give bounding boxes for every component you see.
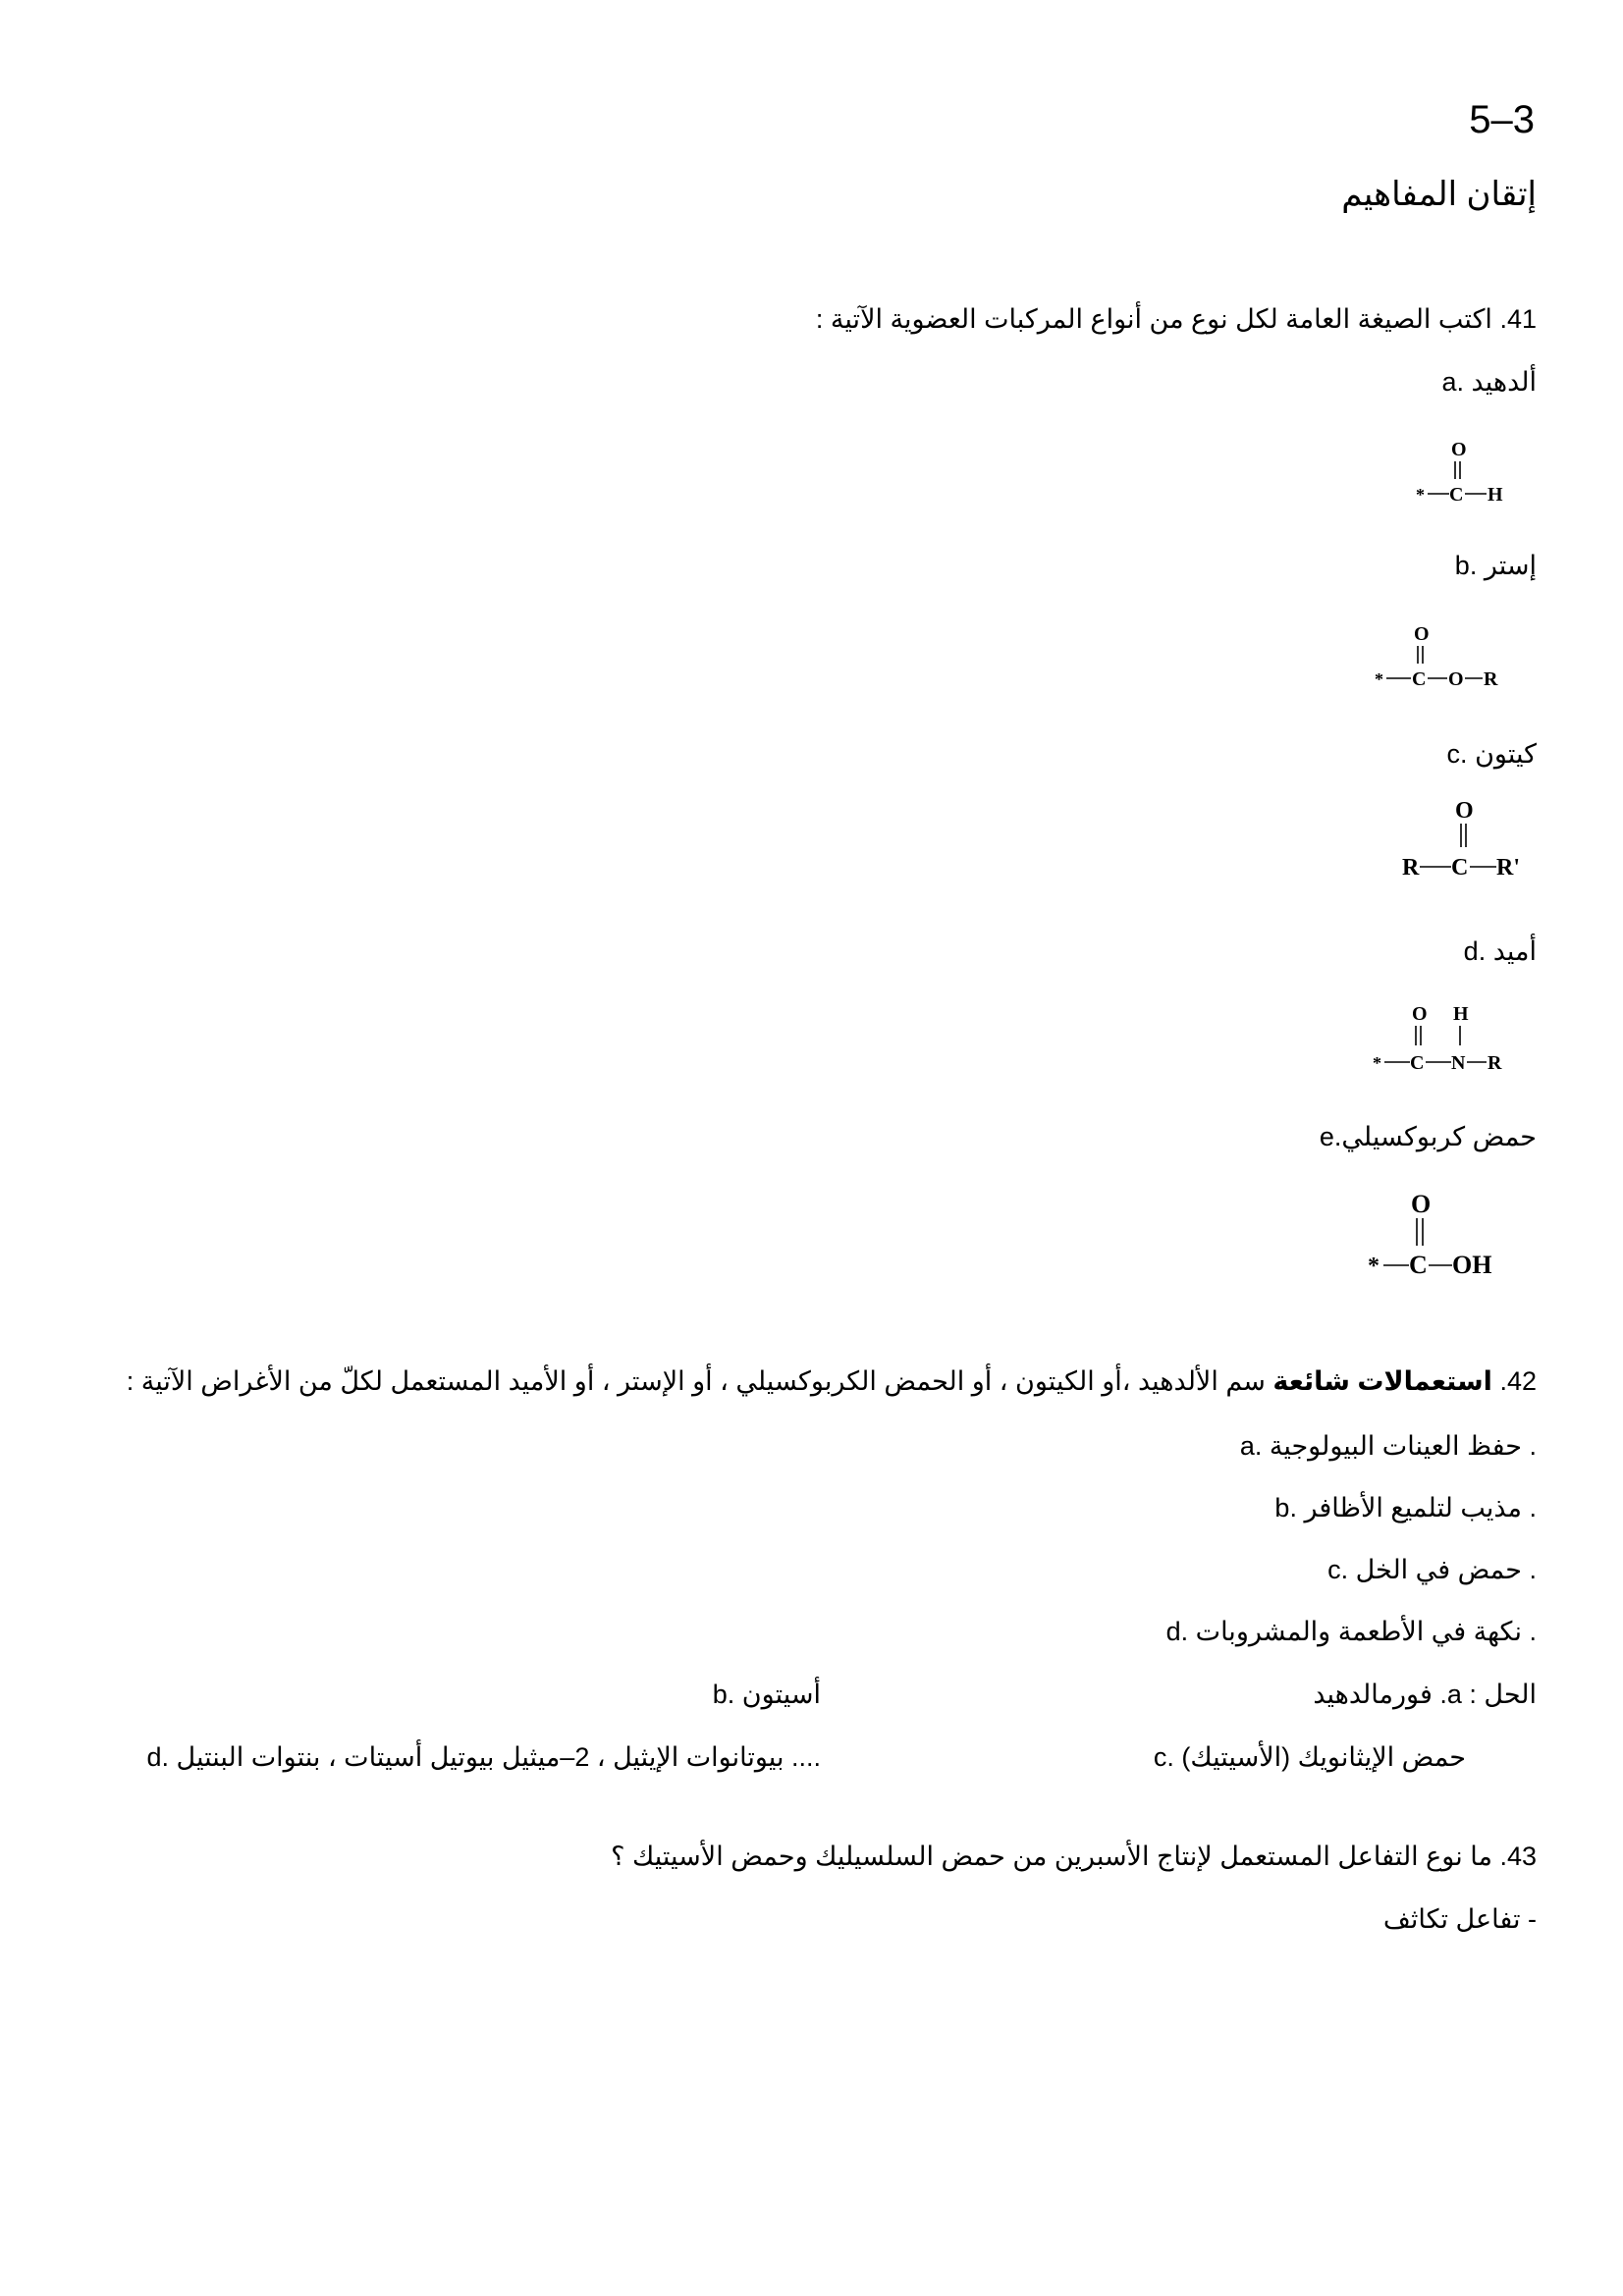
q42-solution-c: c. حمض الإيثانويك (الأسيتيك) bbox=[1153, 1742, 1466, 1772]
aldehyde-h: H bbox=[1488, 484, 1503, 506]
ester-o: O bbox=[1414, 623, 1430, 645]
q42-rest: سم الألدهيد ،أو الكيتون ، أو الحمض الكربوكسيلي ، أو الإستر ، أو الأميد المستعمل لكلّ من الأغراض الآتية : bbox=[126, 1366, 1273, 1396]
amide-n: N bbox=[1451, 1052, 1466, 1074]
ester-star: * bbox=[1375, 669, 1383, 689]
amide-structure bbox=[1365, 996, 1542, 1095]
q41-item-c: c. كيتون bbox=[1446, 739, 1537, 769]
acid-c: C bbox=[1409, 1251, 1428, 1279]
ester-r: R bbox=[1484, 668, 1498, 690]
q42-item-d: d. نكهة في الأطعمة والمشروبات . bbox=[1165, 1617, 1537, 1646]
q42-solution-a: الحل : a. فورمالدهيد bbox=[1313, 1680, 1537, 1709]
ester-c: C bbox=[1412, 668, 1427, 690]
amide-r: R bbox=[1488, 1052, 1502, 1074]
q42-number: 42. bbox=[1499, 1366, 1537, 1396]
q42-solution-b: b. أسيتون bbox=[712, 1680, 821, 1709]
aldehyde-o: O bbox=[1451, 439, 1467, 460]
amide-o: O bbox=[1412, 1003, 1428, 1025]
q42-item-b: b. مذيب لتلميع الأظافر . bbox=[1274, 1493, 1537, 1522]
acid-o: O bbox=[1411, 1190, 1432, 1218]
ketone-r: R bbox=[1402, 855, 1420, 881]
amide-star: * bbox=[1373, 1053, 1381, 1073]
acid-oh: OH bbox=[1452, 1251, 1492, 1279]
section-number: 5–3 bbox=[1469, 98, 1535, 141]
q42-solution-d: d. بيوتانوات الإيثيل ، 2–ميثيل بيوتيل أسيتات ، بنتوات البنتيل .... bbox=[146, 1742, 821, 1772]
ester-structure bbox=[1365, 616, 1542, 700]
ketone-r-prime: R' bbox=[1496, 855, 1520, 881]
amide-c: C bbox=[1410, 1052, 1425, 1074]
q43-prompt: 43. ما نوع التفاعل المستعمل لإنتاج الأسبرين من حمض السلسيليك وحمض الأسيتيك ؟ bbox=[611, 1842, 1537, 1871]
q41-item-a: a. ألدهيد bbox=[1441, 367, 1537, 397]
q42-item-c: c. حمض في الخل . bbox=[1327, 1555, 1537, 1584]
ketone-c: C bbox=[1451, 855, 1469, 881]
ketone-structure bbox=[1394, 790, 1551, 888]
carboxylic-acid-structure bbox=[1360, 1183, 1537, 1291]
aldehyde-structure bbox=[1404, 432, 1542, 515]
q41-item-b: b. إستر bbox=[1454, 551, 1537, 580]
q42-prompt bbox=[127, 1366, 1537, 1397]
q42-bold-label: استعمالات شائعة bbox=[1272, 1366, 1492, 1396]
q41-item-d: d. أميد bbox=[1463, 936, 1537, 966]
q41-prompt: 41. اكتب الصيغة العامة لكل نوع من أنواع المركبات العضوية الآتية : bbox=[815, 304, 1537, 334]
section-title: إتقان المفاهيم bbox=[1341, 176, 1537, 213]
aldehyde-c: C bbox=[1449, 484, 1464, 506]
ester-o2: O bbox=[1448, 668, 1464, 690]
amide-h: H bbox=[1453, 1003, 1469, 1025]
q42-item-a: a. حفظ العينات البيولوجية . bbox=[1239, 1431, 1537, 1461]
aldehyde-star: * bbox=[1416, 485, 1425, 505]
ketone-o: O bbox=[1455, 798, 1474, 824]
q43-answer: - تفاعل تكاثف bbox=[1382, 1904, 1537, 1934]
q41-item-e: e.حمض كربوكسيلي bbox=[1319, 1122, 1537, 1151]
acid-star: * bbox=[1368, 1254, 1380, 1279]
